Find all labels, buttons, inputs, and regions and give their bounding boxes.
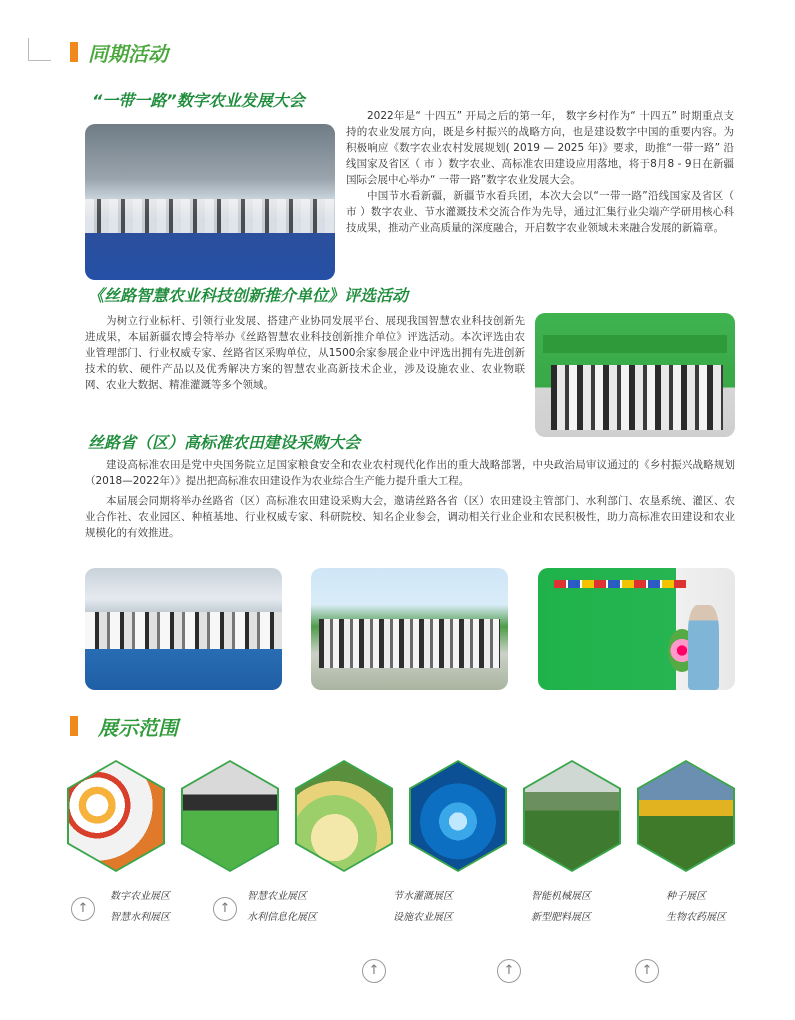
exhibit-category-label: 节水灌溉展区 — [393, 891, 453, 902]
meeting-hall-photo — [85, 568, 282, 690]
exhibit-category-label: 生物农药展区 — [666, 912, 726, 923]
section-marker — [70, 42, 78, 62]
exhibit-category-label: 智慧农业展区 — [247, 891, 307, 902]
event2-paragraph: 为树立行业标杆、引领行业发展、搭建产业协同发展平台、展现我国智慧农业科技创新先进成果，本届新疆农博会特举办《丝路智慧农业科技创新推介单位》评选活动。本次评选由农业管理部门、行业权威专家、丝路省区采购单位，从1500余家参展企业中评选出拥有先进创新技术的软、硬件产品以及优秀解决方案的智慧农业高新技术企业，涉及设施农业、农业物联网、农业大数据、精准灌溉等多个领域。 — [85, 315, 525, 391]
section-marker — [70, 716, 78, 736]
exhibit-image-smart-farm — [181, 760, 279, 872]
event1-paragraph: 中国节水看新疆，新疆节水看兵团，本次大会以“一带一路”沿线国家及省区（ 市 ）数字农业、节水灌溉技术交流合作为先导，通过汇集行业尖端产学研用核心科技成果，推动产业高质量的深度融合，开启数字农业领域未来融合发展的新篇章。 — [346, 190, 734, 234]
exhibit-category-label: 数字农业展区 — [110, 891, 170, 902]
exhibit-category-label: 智慧水利展区 — [110, 912, 170, 923]
event1-text — [346, 108, 734, 236]
award-ceremony-photo — [535, 313, 735, 437]
event3-paragraph: 建设高标准农田是党中央国务院立足国家粮食安全和农业农村现代化作出的重大战略部署，中央政治局审议通过的《乡村振兴战略规划（2018—2022年）》提出把高标准农田建设作为农业综合生产能力提升重大工程。 — [85, 459, 735, 487]
exhibit-category-label: 新型肥料展区 — [531, 912, 591, 923]
up-arrow-icon[interactable]: ↑ — [362, 959, 386, 983]
exhibit-category-label: 水利信息化展区 — [247, 912, 317, 923]
exhibit-image-greenhouse — [523, 760, 621, 872]
section-title-activities: 同期活动 — [88, 42, 168, 66]
exhibit-category — [393, 886, 453, 928]
event2-text — [85, 313, 525, 393]
up-arrow-icon[interactable]: ↑ — [497, 959, 521, 983]
exhibit-image-fertilizer — [67, 760, 165, 872]
event2-title: 《丝路智慧农业科技创新推介单位》评选活动 — [88, 286, 409, 305]
group-photo — [311, 568, 508, 690]
corner-mark — [28, 38, 51, 61]
event1-paragraph: 2022年是“ 十四五” 开局之后的第一年， 数字乡村作为“ 十四五” 时期重点支持的农业发展方向，既是乡村振兴的战略方向，也是建设数字中国的重要内容。为积极响应《数字农业农村发展规划( 2019 — 2025 年)》要求，助推“一带一路” 沿线国家及省区（ 市 ）数字农业、高标准农田建设应用落地，将于8月8 - 9日在新疆国际会展中心举办“ 一带一路”数字农业发展大会。 — [346, 110, 734, 186]
up-arrow-icon[interactable]: ↑ — [635, 959, 659, 983]
exhibit-category-label: 种子展区 — [666, 891, 706, 902]
exhibit-category-label: 智能机械展区 — [531, 891, 591, 902]
exhibit-image-produce — [295, 760, 393, 872]
speaker-stage-photo — [538, 568, 735, 690]
event3-paragraph: 本届展会同期将举办丝路省（区）高标准农田建设采购大会，邀请丝路各省（区）农田建设主管部门、水利部门、农垦系统、灌区、农业合作社、农业园区、种植基地、行业权威专家、科研院校、知名企业参会，调动相关行业企业和农民积极性，助力高标准农田建设和农业规模化的有效推进。 — [85, 495, 735, 539]
section-title-exhibits: 展示范围 — [98, 716, 178, 740]
conference-photo — [85, 124, 335, 280]
event3-title: 丝路省（区）高标准农田建设采购大会 — [88, 433, 361, 452]
exhibit-image-digital — [409, 760, 507, 872]
exhibit-category — [531, 886, 591, 928]
exhibit-category — [110, 886, 170, 928]
event3-text — [85, 457, 735, 541]
exhibit-image-robot-arm — [637, 760, 735, 872]
up-arrow-icon[interactable]: ↑ — [71, 897, 95, 921]
event1-title: “一带一路”数字农业发展大会 — [92, 91, 305, 110]
exhibit-category — [666, 886, 726, 928]
up-arrow-icon[interactable]: ↑ — [213, 897, 237, 921]
exhibit-category — [247, 886, 317, 928]
exhibit-category-label: 设施农业展区 — [393, 912, 453, 923]
